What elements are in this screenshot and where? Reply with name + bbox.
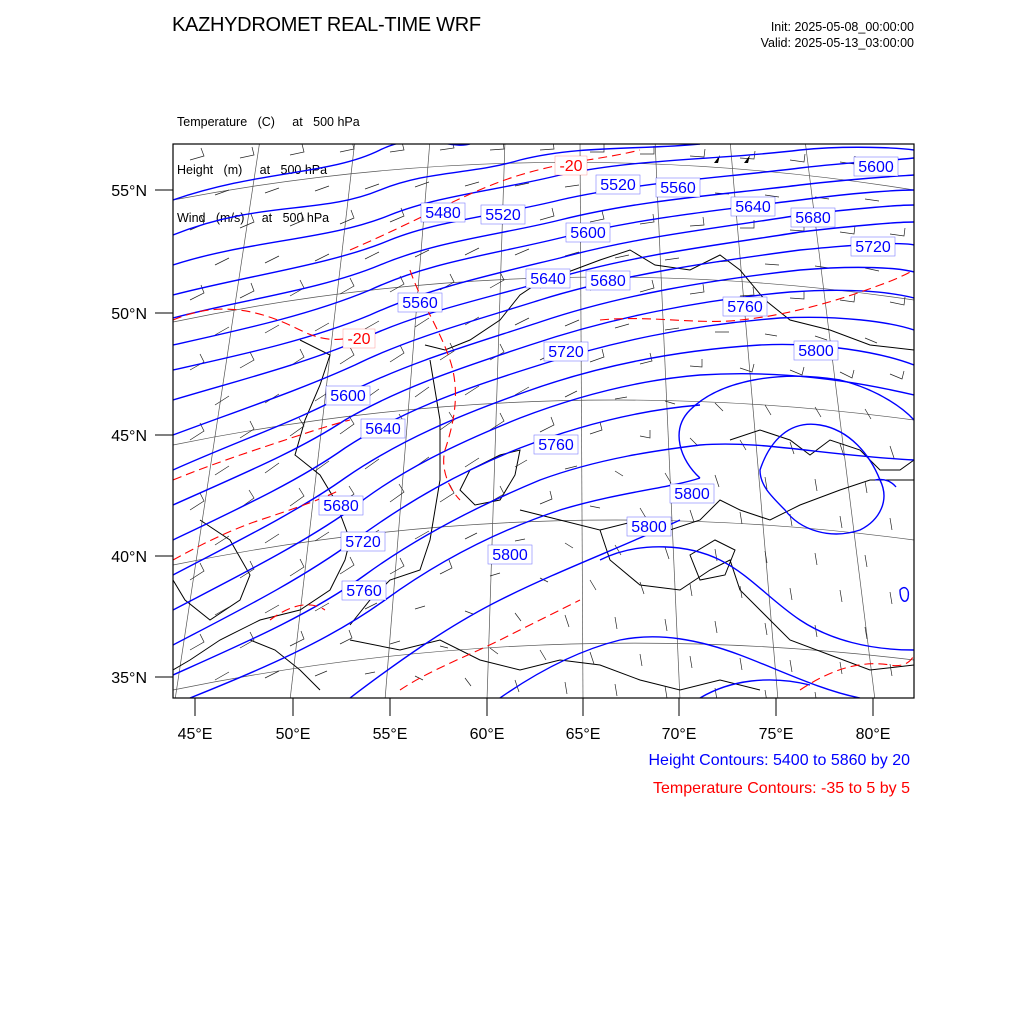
height-label: 5600 (858, 159, 894, 176)
lon-label: 65°E (565, 726, 601, 743)
height-label: 5520 (485, 207, 521, 224)
lat-label: 40°N (111, 549, 147, 566)
height-label: 5680 (795, 210, 831, 227)
temperature-label: -20 (347, 331, 371, 348)
init-time: Init: 2025-05-08_00:00:00 (770, 20, 914, 34)
height-label: 5680 (590, 273, 626, 290)
height-legend: Height Contours: 5400 to 5860 by 20 (648, 752, 910, 769)
height-label: 5680 (323, 498, 359, 515)
height-label: 5720 (345, 534, 381, 551)
lon-label: 55°E (372, 726, 408, 743)
lon-label: 60°E (469, 726, 505, 743)
height-labels (319, 157, 898, 600)
lon-label: 45°E (177, 726, 213, 743)
height-label: 5760 (346, 583, 382, 600)
temperature-legend: Temperature Contours: -35 to 5 by 5 (652, 780, 910, 797)
height-label: 5600 (330, 388, 366, 405)
lon-label: 70°E (661, 726, 697, 743)
height-label: 5800 (492, 547, 528, 564)
lat-label: 50°N (111, 306, 147, 323)
lat-label: 55°N (111, 183, 147, 200)
height-label: 5800 (798, 343, 834, 360)
field-temperature: Temperature (C) at 500 hPa (177, 115, 360, 129)
height-label: 5720 (548, 344, 584, 361)
height-label: 5800 (631, 519, 667, 536)
height-label: 5760 (538, 437, 574, 454)
temperature-label: -20 (559, 158, 583, 175)
map-title: KAZHYDROMET REAL-TIME WRF (172, 14, 481, 36)
field-height: Height (m) at 500 hPa (177, 163, 328, 177)
height-label: 5800 (674, 486, 710, 503)
height-label: 5560 (402, 295, 438, 312)
height-label: 5720 (855, 239, 891, 256)
lon-label: 50°E (275, 726, 311, 743)
height-label: 5640 (530, 271, 566, 288)
height-label: 5760 (727, 299, 763, 316)
lon-label: 80°E (855, 726, 891, 743)
height-label: 5520 (600, 177, 636, 194)
field-wind: Wind (m/s) at 500 hPa (177, 211, 330, 225)
height-label: 5640 (365, 421, 401, 438)
height-label: 5640 (735, 199, 771, 216)
lat-label: 45°N (111, 428, 147, 445)
lat-label: 35°N (111, 670, 147, 687)
height-label: 5480 (425, 205, 461, 222)
lon-label: 75°E (758, 726, 794, 743)
valid-time: Valid: 2025-05-13_03:00:00 (760, 36, 914, 50)
height-label: 5600 (570, 225, 606, 242)
height-label: 5560 (660, 180, 696, 197)
